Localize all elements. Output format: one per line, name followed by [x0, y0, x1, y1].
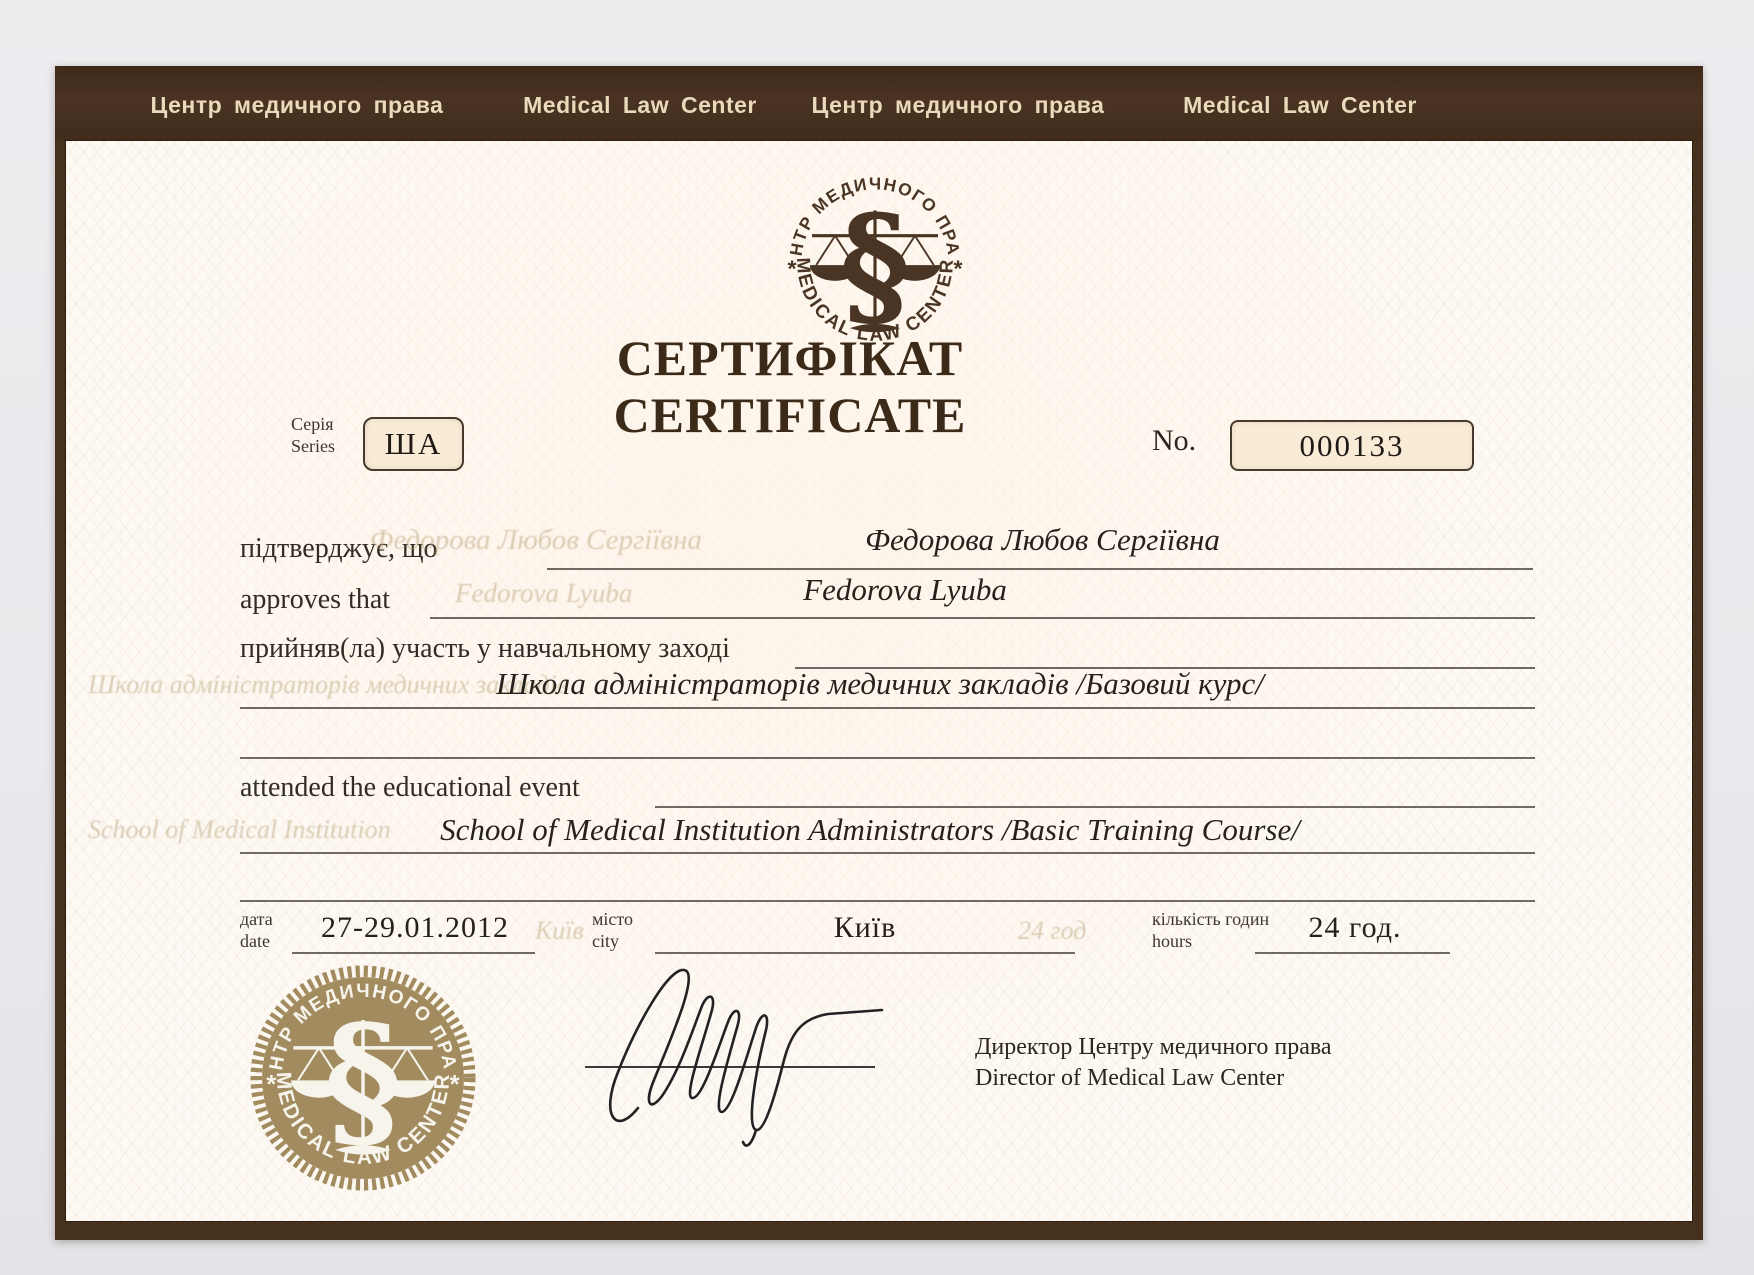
- series-label-en: Series: [291, 436, 335, 456]
- series-label: [291, 413, 335, 457]
- blank-line: [240, 852, 1535, 854]
- course-en-ghost: School of Medical Institution: [88, 815, 391, 844]
- blank-line: [547, 568, 1533, 570]
- course-ua-value: Школа адміністраторів медичних закладів /Базовий курс/: [496, 666, 1264, 701]
- city-label-ua: місто: [592, 909, 634, 929]
- blank-line: [430, 617, 1535, 619]
- band-label-en-2: Medical Law Center: [1183, 92, 1417, 118]
- name-en-ghost: Fedorova Lyuba: [455, 578, 633, 608]
- gold-seal: [247, 962, 479, 1194]
- course-en-value: School of Medical Institution Administrators /Basic Training Course/: [440, 812, 1300, 847]
- hours-ghost: 24 год: [1018, 916, 1087, 945]
- band-label-ua-2: Центр медичного права: [811, 92, 1105, 118]
- name-ua-ghost: Федорова Любов Сергіївна: [370, 524, 702, 556]
- hours-label: [1152, 908, 1269, 952]
- title-ua: СЕРТИФІКАТ: [616, 330, 964, 386]
- band-label-en-1: Medical Law Center: [523, 92, 757, 118]
- series-box: [363, 417, 464, 471]
- course-ua-ghost: Школа адміністраторів медичних закладів: [88, 670, 569, 699]
- number-label: No.: [1152, 424, 1197, 457]
- date-value: 27-29.01.2012: [321, 911, 509, 944]
- certificate-title: [540, 330, 1040, 444]
- band-label-ua-1: Центр медичного права: [150, 92, 444, 118]
- series-label-ua: Серія: [291, 414, 334, 434]
- name-en-value: Fedorova Lyuba: [803, 572, 1007, 607]
- director-title: [975, 1032, 1332, 1094]
- blank-line: [240, 707, 1535, 709]
- blank-line: [655, 806, 1535, 808]
- number-box: [1230, 420, 1474, 471]
- confirm-en-label: approves that: [240, 584, 391, 615]
- title-en: CERTIFICATE: [613, 387, 967, 443]
- director-title-en: Director of Medical Law Center: [975, 1065, 1285, 1091]
- signature-scribble: [560, 940, 900, 1155]
- name-ua-value: Федорова Любов Сергіївна: [865, 522, 1220, 557]
- date-label: [240, 908, 273, 952]
- attended-ua-label: прийняв(ла) участь у навчальному заході: [240, 633, 730, 664]
- date-label-ua: дата: [240, 909, 273, 929]
- attended-en-label: attended the educational event: [240, 772, 580, 803]
- city-value: Київ: [833, 911, 897, 944]
- blank-line: [240, 757, 1535, 759]
- city-ghost: Київ: [535, 916, 584, 945]
- number-value: 000133: [1299, 427, 1405, 463]
- hours-label-ua: кількість годин: [1152, 909, 1270, 929]
- hours-label-en: hours: [1152, 931, 1192, 951]
- city-label-en: city: [592, 931, 619, 951]
- date-label-en: date: [240, 931, 270, 951]
- director-title-ua: Директор Центру медичного права: [975, 1034, 1332, 1060]
- blank-line: [292, 952, 535, 954]
- hours-value: 24 год.: [1308, 911, 1402, 944]
- series-value: ША: [384, 426, 443, 461]
- blank-line: [1255, 952, 1450, 954]
- blank-line: [240, 900, 1535, 902]
- confirm-ua-label: підтверджує, що: [240, 533, 438, 564]
